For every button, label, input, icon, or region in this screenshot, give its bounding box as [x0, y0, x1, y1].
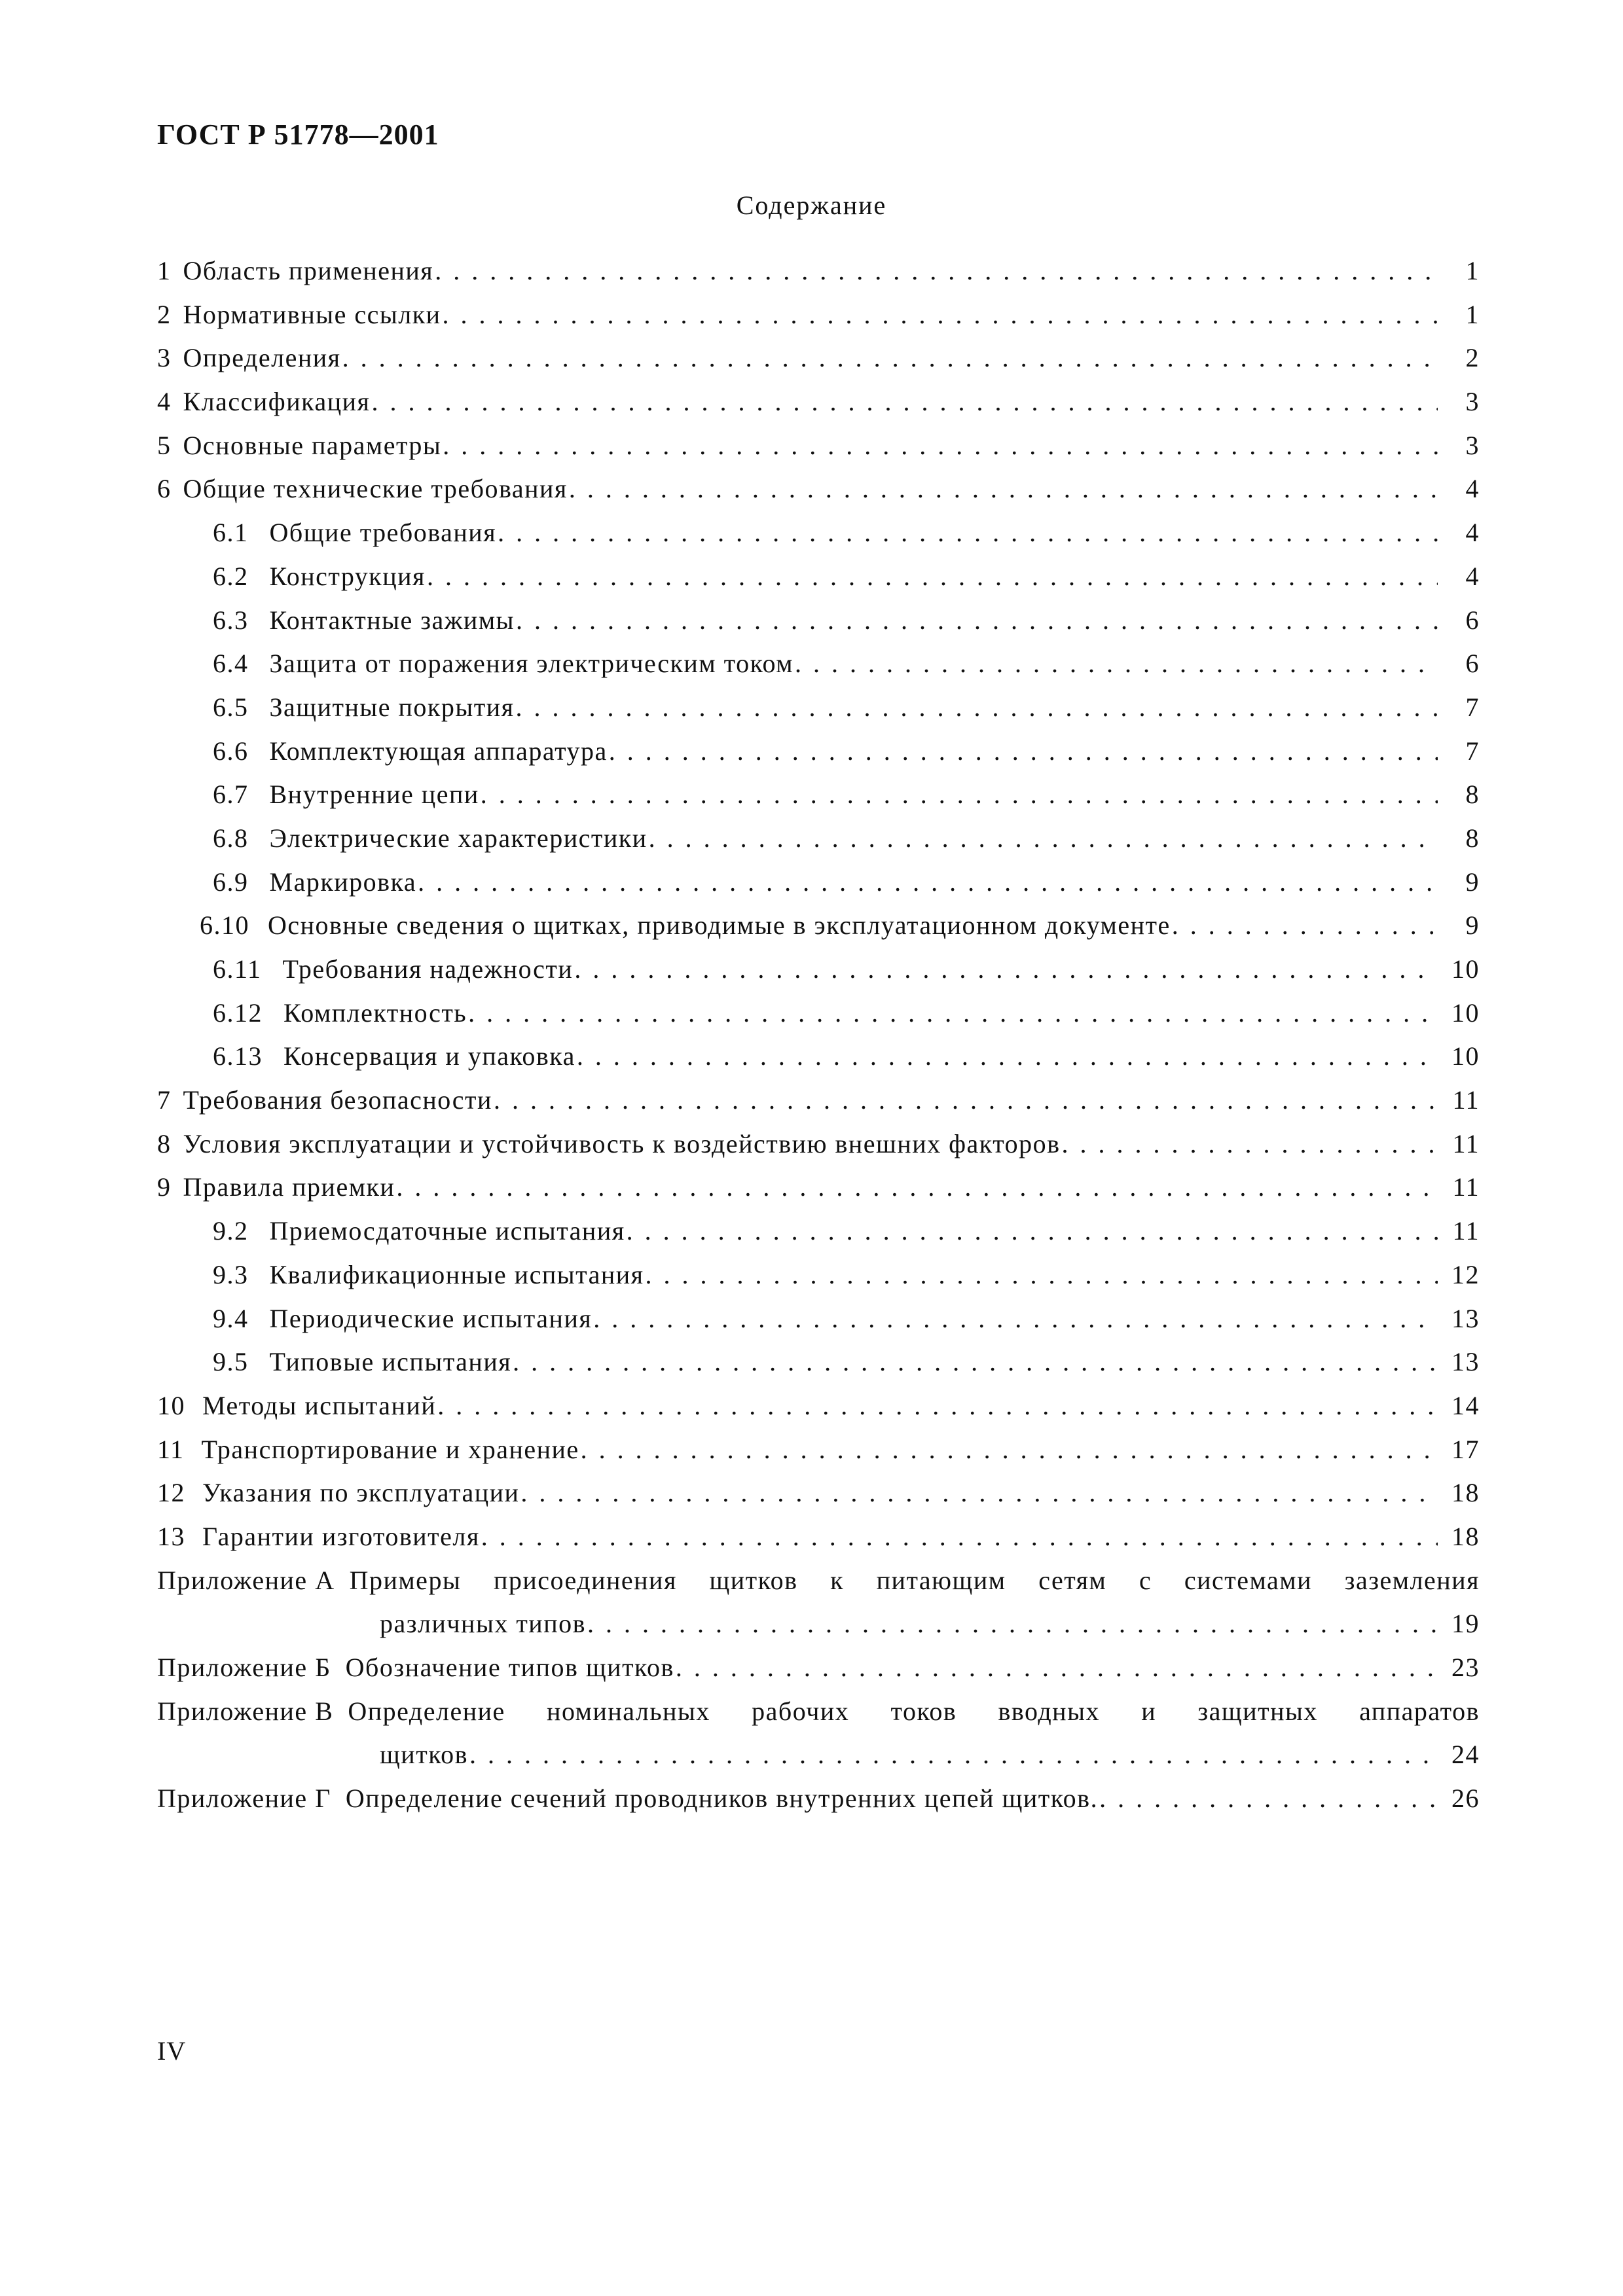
- toc-entry[interactable]: [157, 823, 1480, 867]
- toc-entry[interactable]: [157, 1346, 1480, 1390]
- toc-entry[interactable]: [157, 910, 1480, 954]
- section-number: 2: [157, 299, 172, 329]
- toc-entry[interactable]: [157, 1172, 1480, 1215]
- toc-entry[interactable]: [157, 1477, 1480, 1521]
- toc-entry[interactable]: [157, 648, 1480, 692]
- page-number: 11: [1452, 1172, 1480, 1202]
- section-number: 4: [157, 387, 172, 417]
- section-number: 6.1: [213, 518, 249, 548]
- dot-leader: [443, 430, 1438, 461]
- dot-leader: [516, 692, 1438, 723]
- dot-leader: [593, 1303, 1438, 1334]
- page-number: 11: [1452, 1128, 1480, 1158]
- section-number: 11: [157, 1434, 185, 1464]
- section-title: Контактные зажимы: [269, 605, 515, 635]
- toc-entry[interactable]: [157, 1390, 1480, 1434]
- toc-entry[interactable]: [157, 342, 1480, 386]
- page-number: 13: [1451, 1303, 1480, 1333]
- dot-leader: [609, 736, 1438, 766]
- section-title: Электрические характеристики: [269, 823, 647, 853]
- toc-entry[interactable]: [157, 255, 1480, 299]
- page-number: 11: [1452, 1085, 1480, 1115]
- section-number: 6.5: [213, 692, 249, 722]
- dot-leader: [587, 1608, 1438, 1639]
- page-number: 6: [1465, 605, 1480, 635]
- section-number: 8: [157, 1128, 172, 1158]
- toc-appendix-a[interactable]: [157, 1565, 1480, 1652]
- section-number: 6.9: [213, 867, 249, 897]
- section-number: 12: [157, 1478, 185, 1508]
- dot-leader: [1172, 910, 1438, 941]
- toc-entry[interactable]: [157, 386, 1480, 430]
- toc-entry[interactable]: [157, 997, 1480, 1041]
- section-title: Общие требования: [269, 518, 497, 548]
- appendix-label: Приложение Г: [157, 1784, 331, 1814]
- dot-leader: [396, 1172, 1438, 1202]
- section-number: 6: [157, 474, 172, 504]
- dot-leader: [574, 954, 1438, 984]
- appendix-title-line1: Примеры присоединения щитков к питающим сетям с системами заземления: [349, 1565, 1480, 1595]
- page-number: 17: [1451, 1434, 1480, 1464]
- toc-entry[interactable]: [157, 605, 1480, 649]
- appendix-label: Приложение В: [157, 1696, 334, 1726]
- section-title: Периодические испытания: [269, 1303, 593, 1333]
- page-number: 3: [1465, 430, 1480, 460]
- section-title: Внутренние цепи: [269, 780, 479, 810]
- dot-leader: [520, 1477, 1438, 1508]
- section-title: Защитные покрытия: [269, 692, 515, 722]
- page-number: 8: [1465, 780, 1480, 810]
- toc-entry[interactable]: [157, 473, 1480, 517]
- page-number: 7: [1465, 736, 1480, 766]
- dot-leader: [1062, 1128, 1438, 1159]
- dot-leader: [581, 1434, 1438, 1465]
- toc-entry[interactable]: [157, 1521, 1480, 1565]
- appendix-title-line1: Определение номинальных рабочих токов вводных и защитных аппаратов: [348, 1696, 1480, 1726]
- section-number: 10: [157, 1390, 185, 1420]
- section-title: Указания по эксплуатации: [202, 1478, 520, 1508]
- page-number: 9: [1465, 910, 1480, 941]
- dot-leader: [1099, 1783, 1438, 1814]
- dot-leader: [342, 342, 1438, 373]
- dot-leader: [468, 997, 1438, 1028]
- appendix-title: Определение сечений проводников внутренних цепей щитков.: [345, 1784, 1099, 1814]
- page-number: 3: [1465, 387, 1480, 417]
- section-number: 13: [157, 1521, 185, 1551]
- page-number: 24: [1451, 1740, 1480, 1770]
- dot-leader: [481, 779, 1438, 810]
- section-title: Комплектующая аппаратура: [269, 736, 608, 766]
- section-number: 9.5: [213, 1347, 249, 1377]
- section-number: 5: [157, 430, 172, 460]
- section-title: Комплектность: [283, 997, 467, 1028]
- section-title: Гарантии изготовителя: [202, 1521, 480, 1551]
- dot-leader: [646, 1259, 1438, 1290]
- page-number: 1: [1465, 299, 1480, 329]
- section-title: Правила приемки: [183, 1172, 395, 1202]
- section-number: 6.3: [213, 605, 249, 635]
- page-number: 6: [1465, 649, 1480, 679]
- toc-entry[interactable]: [157, 561, 1480, 605]
- table-of-contents: [157, 255, 1480, 1827]
- toc-entry[interactable]: [157, 692, 1480, 736]
- dot-leader: [516, 605, 1438, 636]
- document-code: ГОСТ Р 51778—2001: [157, 118, 439, 151]
- section-title: Приемосдаточные испытания: [269, 1216, 625, 1246]
- page-number: 8: [1465, 823, 1480, 853]
- section-number: 6.10: [200, 910, 249, 941]
- section-title: Общие технические требования: [183, 474, 568, 504]
- section-title: Маркировка: [269, 867, 417, 897]
- section-number: 9: [157, 1172, 172, 1202]
- section-number: 6.7: [213, 780, 249, 810]
- section-title: Методы испытаний: [202, 1390, 437, 1420]
- toc-entry[interactable]: [157, 1215, 1480, 1259]
- page-number: 1: [1465, 256, 1480, 285]
- dot-leader: [494, 1085, 1438, 1115]
- page-number-footer: IV: [157, 2036, 187, 2066]
- page-number: 9: [1465, 867, 1480, 897]
- section-number: 9.4: [213, 1303, 249, 1333]
- page-number: 4: [1465, 518, 1480, 548]
- toc-appendix-v[interactable]: [157, 1696, 1480, 1783]
- page-number: 19: [1451, 1609, 1480, 1639]
- dot-leader: [577, 1041, 1438, 1071]
- appendix-title-line2: щитков: [380, 1740, 468, 1770]
- appendix-label: Приложение Б: [157, 1653, 331, 1682]
- dot-leader: [481, 1521, 1438, 1552]
- page-number: 4: [1465, 474, 1480, 504]
- page-number: 7: [1465, 692, 1480, 722]
- section-number: 6.11: [213, 954, 262, 984]
- toc-entry[interactable]: [157, 736, 1480, 780]
- section-title: Защита от поражения электрическим током: [269, 649, 794, 679]
- dot-leader: [437, 1390, 1438, 1421]
- section-title: Конструкция: [269, 561, 426, 591]
- section-title: Условия эксплуатации и устойчивость к воздействию внешних факторов: [183, 1128, 1061, 1158]
- section-number: 3: [157, 343, 172, 373]
- dot-leader: [443, 299, 1438, 330]
- toc-entry[interactable]: [157, 867, 1480, 910]
- section-number: 6.8: [213, 823, 249, 853]
- section-title: Квалификационные испытания: [269, 1259, 644, 1289]
- page-number: 11: [1452, 1216, 1480, 1246]
- page-number: 10: [1451, 1041, 1480, 1071]
- appendix-label: Приложение А: [157, 1565, 335, 1595]
- section-number: 9.2: [213, 1216, 249, 1246]
- page-number: 23: [1451, 1653, 1480, 1682]
- dot-leader: [649, 823, 1438, 853]
- section-title: Транспортирование и хранение: [201, 1434, 579, 1464]
- section-title: Область применения: [183, 256, 434, 285]
- section-title: Типовые испытания: [269, 1347, 512, 1377]
- page-number: 18: [1451, 1478, 1480, 1508]
- section-number: 6.12: [213, 997, 263, 1028]
- toc-entry[interactable]: [157, 779, 1480, 823]
- dot-leader: [498, 517, 1438, 548]
- section-title: Нормативные ссылки: [183, 299, 441, 329]
- section-title: Требования безопасности: [183, 1085, 492, 1115]
- section-number: 6.6: [213, 736, 249, 766]
- dot-leader: [795, 648, 1438, 679]
- toc-entry[interactable]: [157, 517, 1480, 561]
- page-number: 4: [1465, 561, 1480, 591]
- section-title: Основные сведения о щитках, приводимые в эксплуатационном документе: [268, 910, 1171, 941]
- dot-leader: [371, 386, 1438, 417]
- section-number: 6.2: [213, 561, 249, 591]
- section-number: 6.13: [213, 1041, 263, 1071]
- toc-entry[interactable]: [157, 430, 1480, 474]
- section-title: Требования надежности: [282, 954, 574, 984]
- page-number: 12: [1451, 1259, 1480, 1289]
- page-number: 10: [1451, 997, 1480, 1028]
- toc-entry[interactable]: [157, 1259, 1480, 1303]
- section-title: Определения: [183, 343, 341, 373]
- section-number: 7: [157, 1085, 172, 1115]
- section-title: Консервация и упаковка: [283, 1041, 575, 1071]
- page-number: 14: [1451, 1390, 1480, 1420]
- toc-entry[interactable]: [157, 954, 1480, 997]
- page-number: 2: [1465, 343, 1480, 373]
- dot-leader: [627, 1215, 1438, 1246]
- toc-entry[interactable]: [157, 1434, 1480, 1478]
- dot-leader: [469, 1739, 1438, 1770]
- section-number: 9.3: [213, 1259, 249, 1289]
- toc-entry[interactable]: [157, 1085, 1480, 1128]
- section-title: Классификация: [183, 387, 371, 417]
- toc-appendix-b[interactable]: [157, 1652, 1480, 1696]
- toc-entry[interactable]: [157, 1128, 1480, 1172]
- page-number: 13: [1451, 1347, 1480, 1377]
- section-number: 1: [157, 256, 172, 285]
- dot-leader: [513, 1346, 1438, 1377]
- page-number: 18: [1451, 1521, 1480, 1551]
- dot-leader: [418, 867, 1438, 897]
- dot-leader: [427, 561, 1438, 592]
- page-number: 10: [1451, 954, 1480, 984]
- section-title: Основные параметры: [183, 430, 442, 460]
- appendix-title-line2: различных типов: [380, 1609, 586, 1639]
- section-number: 6.4: [213, 649, 249, 679]
- toc-appendix-g[interactable]: [157, 1783, 1480, 1827]
- page-title: Содержание: [736, 190, 887, 220]
- page-number: 26: [1451, 1784, 1480, 1814]
- toc-entry[interactable]: [157, 1041, 1480, 1085]
- dot-leader: [676, 1652, 1438, 1683]
- dot-leader: [435, 255, 1438, 286]
- toc-entry[interactable]: [157, 1303, 1480, 1347]
- toc-entry[interactable]: [157, 299, 1480, 343]
- appendix-title: Обозначение типов щитков: [345, 1653, 674, 1682]
- dot-leader: [569, 473, 1438, 504]
